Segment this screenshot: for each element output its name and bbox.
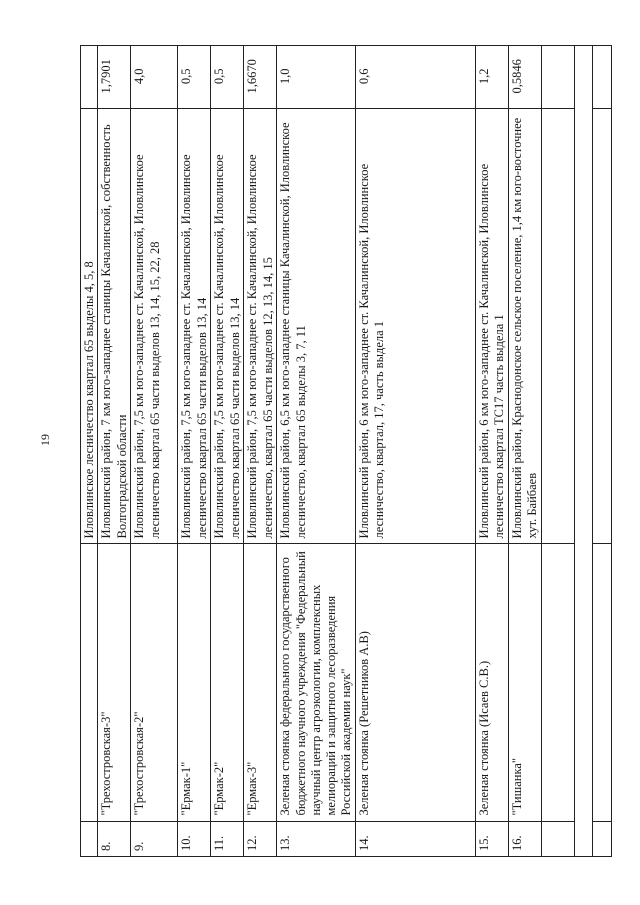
- table-row: [277, 46, 355, 857]
- cell-number: [541, 821, 574, 856]
- cell-area: [592, 46, 611, 109]
- cell-location: Иловлинский район, 7,5 км юго-западнее ст. Качалинской, Иловлинское лесничество квартал 65 части выделов 13, 14, 15, 22, 28: [131, 108, 178, 544]
- cell-name: "Трехостровская-2": [131, 544, 178, 821]
- table-row-continuation: [81, 46, 98, 857]
- cell-name: [541, 544, 574, 821]
- table-row: [211, 46, 244, 857]
- table-row: [131, 46, 178, 857]
- cell-number: 16.: [508, 821, 541, 856]
- cell-location: Иловлинское лесничество квартал 65 выделы 4, 5, 8: [81, 108, 98, 544]
- table-row: [508, 46, 541, 857]
- recreation-sites-table: [80, 45, 612, 857]
- cell-location: Иловлинский район, 6 км юго-западнее ст. Качалинской, Иловлинское лесничество квартал ТС17 часть выдела 1: [475, 108, 508, 544]
- cell-area: 0,5: [178, 46, 211, 109]
- page-number: 19: [38, 434, 52, 446]
- cell-area: 0,5846: [508, 46, 541, 109]
- cell-area: [541, 46, 574, 109]
- cell-name: "Ермак-1": [178, 544, 211, 821]
- cell-name: Зеленая стоянка (Исаев С.В.): [475, 544, 508, 821]
- table-row: [98, 46, 131, 857]
- cell-number: 11.: [211, 821, 244, 856]
- cell-location: Иловлинский район, 7,5 км юго-западнее ст. Качалинской, Иловлинское лесничество квартал 65 части выделов 13, 14: [178, 108, 211, 544]
- cell-location: Иловлинский район, Краснодонское сельское поселение, 1,4 км юго-восточнее хут. Байбаев: [508, 108, 541, 544]
- rotated-page-content: [80, 45, 580, 857]
- cell-area: 0,5: [211, 46, 244, 109]
- table-row: [178, 46, 211, 857]
- cell-location: Иловлинский район, 7 км юго-западнее станицы Качалинской, собственность Волгоградской области: [98, 108, 131, 544]
- table-row: [592, 46, 611, 857]
- table-row: [475, 46, 508, 857]
- cell-area: 1,2: [475, 46, 508, 109]
- cell-location: Иловлинский район, 7,5 км юго-западнее ст. Качалинской, Иловлинское лесничество квартал 65 части выделов 13, 14: [211, 108, 244, 544]
- cell-area: 0,6: [355, 46, 475, 109]
- cell-location: [541, 108, 574, 544]
- cell-number: 14.: [355, 821, 475, 856]
- cell-area: 1,0: [277, 46, 355, 109]
- cell-location: Иловлинский район, 6,5 км юго-западнее станицы Качалинской, Иловлинское лесничество, квартал 65 выделы 3, 7, 11: [277, 108, 355, 544]
- cell-number: 12.: [244, 821, 277, 856]
- cell-name: [81, 544, 98, 821]
- section-heading: [574, 46, 592, 857]
- cell-location: Иловлинский район, 7,5 км юго-западнее ст. Качалинской, Иловлинское лесничество, квартал 65 части выделов 12, 13, 14, 15: [244, 108, 277, 544]
- table-row: [244, 46, 277, 857]
- cell-number: 10.: [178, 821, 211, 856]
- cell-number: [81, 821, 98, 856]
- cell-name: "Тишанка": [508, 544, 541, 821]
- cell-area: 1,7901: [98, 46, 131, 109]
- cell-name: [592, 544, 611, 821]
- cell-name: Зеленая стоянка федерального государственного бюджетного научного учреждения "Федеральный научный центр агроэкологии, комплексных мелиораций и защитного лесоразведения Российской академии наук": [277, 544, 355, 821]
- cell-number: 9.: [131, 821, 178, 856]
- table-row: [541, 46, 574, 857]
- cell-name: "Ермак-2": [211, 544, 244, 821]
- cell-area: [81, 46, 98, 109]
- cell-number: 15.: [475, 821, 508, 856]
- cell-area: 4,0: [131, 46, 178, 109]
- cell-number: 8.: [98, 821, 131, 856]
- table-section-row: [574, 46, 592, 857]
- table-row: [355, 46, 475, 857]
- cell-name: "Ермак-3": [244, 544, 277, 821]
- cell-location: Иловлинский район, 6 км юго-западнее ст. Качалинской, Иловлинское лесничество, квартал, 17, часть выдела 1: [355, 108, 475, 544]
- cell-area: 1,6670: [244, 46, 277, 109]
- cell-name: Зеленая стоянка (Решетников А.В): [355, 544, 475, 821]
- cell-number: [592, 821, 611, 856]
- cell-location: [592, 108, 611, 544]
- cell-number: 13.: [277, 821, 355, 856]
- cell-name: "Трехостровская-3": [98, 544, 131, 821]
